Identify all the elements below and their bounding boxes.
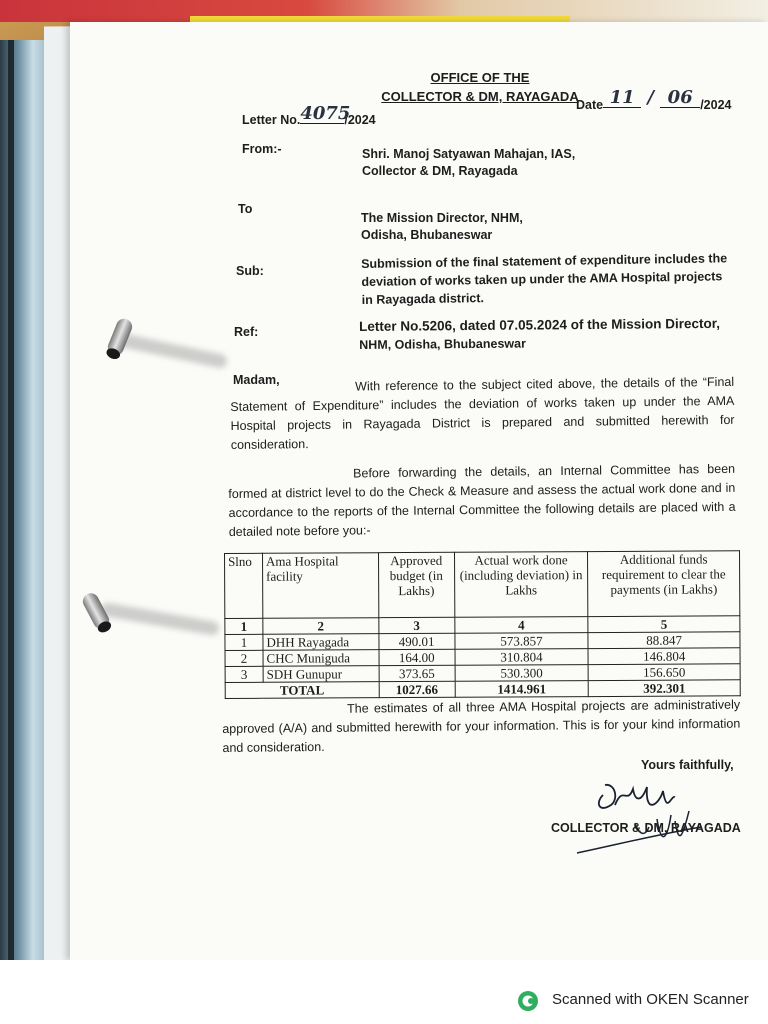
reference-label: Ref: bbox=[234, 325, 259, 339]
paragraph-1 bbox=[230, 373, 735, 455]
header-slno: Slno bbox=[225, 553, 263, 618]
letter-year: /2024 bbox=[344, 113, 376, 127]
table-cell: 156.650 bbox=[588, 664, 740, 681]
paragraph-2-text: Before forwarding the details, an Internal Committee has been formed at district level to do the Check & Measure and assess the actual work done and in accordance to the reports of the Internal Committee the following details are placed with a detailed note before you:- bbox=[228, 461, 736, 539]
subject-label: Sub: bbox=[236, 264, 264, 278]
date-day-handwritten: 11 bbox=[603, 89, 641, 108]
subject-line1: Submission of the final statement of expenditure includes the bbox=[361, 251, 728, 271]
office-line2: COLLECTOR & DM, RAYAGADA bbox=[381, 89, 579, 104]
salutation: Madam, bbox=[233, 373, 280, 387]
table-cell: 530.300 bbox=[455, 665, 589, 682]
letter-number-handwritten: 4075 bbox=[300, 103, 351, 124]
table-cell: 490.01 bbox=[379, 633, 455, 649]
table-cell: 3 bbox=[225, 666, 263, 682]
subject-line2: deviation of works taken up under the AMA Hospital projects bbox=[361, 269, 723, 289]
to-line1: The Mission Director, NHM, bbox=[361, 211, 523, 225]
total-actual-work: 1414.961 bbox=[455, 681, 589, 698]
table-cell: DHH Rayagada bbox=[263, 634, 379, 651]
table-cell: 2 bbox=[225, 650, 263, 666]
table-cell: 4 bbox=[454, 617, 588, 634]
paragraph-1-text: With reference to the subject cited above, the details of the “Final Statement of Expenditure” includes the deviation of works taken up under the AMA Hospital projects in Rayagada District is prepared and submitted herewith for consideration. bbox=[230, 374, 735, 452]
table-column-number-row bbox=[225, 616, 740, 635]
letter-date: Date 11 / 06 /2024 bbox=[576, 87, 732, 112]
table-cell: 310.804 bbox=[455, 649, 589, 666]
top-edge-strip bbox=[0, 0, 768, 22]
paragraph-3 bbox=[222, 696, 741, 758]
from-line1: Shri. Manoj Satyawan Mahajan, IAS, bbox=[362, 147, 576, 161]
table-cell: 2 bbox=[263, 618, 379, 635]
letter-number bbox=[242, 103, 376, 129]
date-year: /2024 bbox=[700, 98, 732, 112]
table-cell: 373.65 bbox=[379, 665, 455, 681]
date-label: Date bbox=[576, 98, 604, 112]
total-additional-funds: 392.301 bbox=[589, 680, 741, 697]
table-cell: 146.804 bbox=[588, 648, 740, 665]
header-actual-work: Actual work done (including deviation) in Lakhs bbox=[454, 552, 588, 618]
table-cell: SDH Gunupur bbox=[263, 666, 379, 683]
signatory: COLLECTOR & DM, RAYAGADA bbox=[551, 821, 741, 835]
from-label: From:- bbox=[242, 142, 282, 156]
closing: Yours faithfully, bbox=[641, 758, 734, 772]
subject-text bbox=[361, 249, 728, 309]
to-line2: Odisha, Bhubaneswar bbox=[361, 228, 493, 242]
header-approved-budget: Approved budget (in Lakhs) bbox=[378, 552, 454, 617]
table-cell: 573.857 bbox=[455, 633, 589, 650]
from-line2: Collector & DM, Rayagada bbox=[362, 164, 518, 178]
paragraph-3-text: The estimates of all three AMA Hospital projects are administratively approved (A/A) and submitted herewith for your information. This is for your kind information and consideration. bbox=[222, 697, 741, 755]
table-cell: 1 bbox=[225, 634, 263, 650]
table-cell: 5 bbox=[588, 616, 740, 633]
header-facility: Ama Hospital facility bbox=[262, 553, 378, 619]
table-row bbox=[225, 648, 740, 667]
subject-line3: in Rayagada district. bbox=[361, 291, 485, 307]
date-month-handwritten: 06 bbox=[660, 89, 700, 108]
table-header-row bbox=[225, 551, 740, 619]
letter-number-label: Letter No. bbox=[242, 113, 301, 127]
office-line1: OFFICE OF THE bbox=[430, 70, 530, 85]
table-cell: CHC Muniguda bbox=[263, 650, 379, 667]
oken-scanner-logo-icon bbox=[517, 990, 539, 1012]
reference-line1: Letter No.5206, dated 07.05.2024 of the Mission Director, bbox=[359, 315, 721, 334]
reference-line2: NHM, Odisha, Bhubaneswar bbox=[359, 336, 526, 352]
expenditure-table bbox=[224, 550, 741, 699]
table-row bbox=[225, 632, 740, 651]
paragraph-2 bbox=[228, 460, 736, 542]
total-approved-budget: 1027.66 bbox=[379, 681, 455, 697]
header-additional-funds: Additional funds requirement to clear the payments (in Lakhs) bbox=[588, 551, 740, 617]
scanner-watermark: Scanned with OKEN Scanner bbox=[552, 991, 749, 1008]
table-cell: 3 bbox=[379, 617, 455, 633]
reference-text bbox=[359, 315, 720, 354]
table-cell: 164.00 bbox=[379, 649, 455, 665]
table-cell: 1 bbox=[225, 618, 263, 634]
table-cell: 88.847 bbox=[588, 632, 740, 649]
office-heading bbox=[360, 68, 600, 106]
total-label: TOTAL bbox=[225, 682, 379, 699]
table-row bbox=[225, 664, 740, 683]
to-label: To bbox=[238, 202, 253, 216]
